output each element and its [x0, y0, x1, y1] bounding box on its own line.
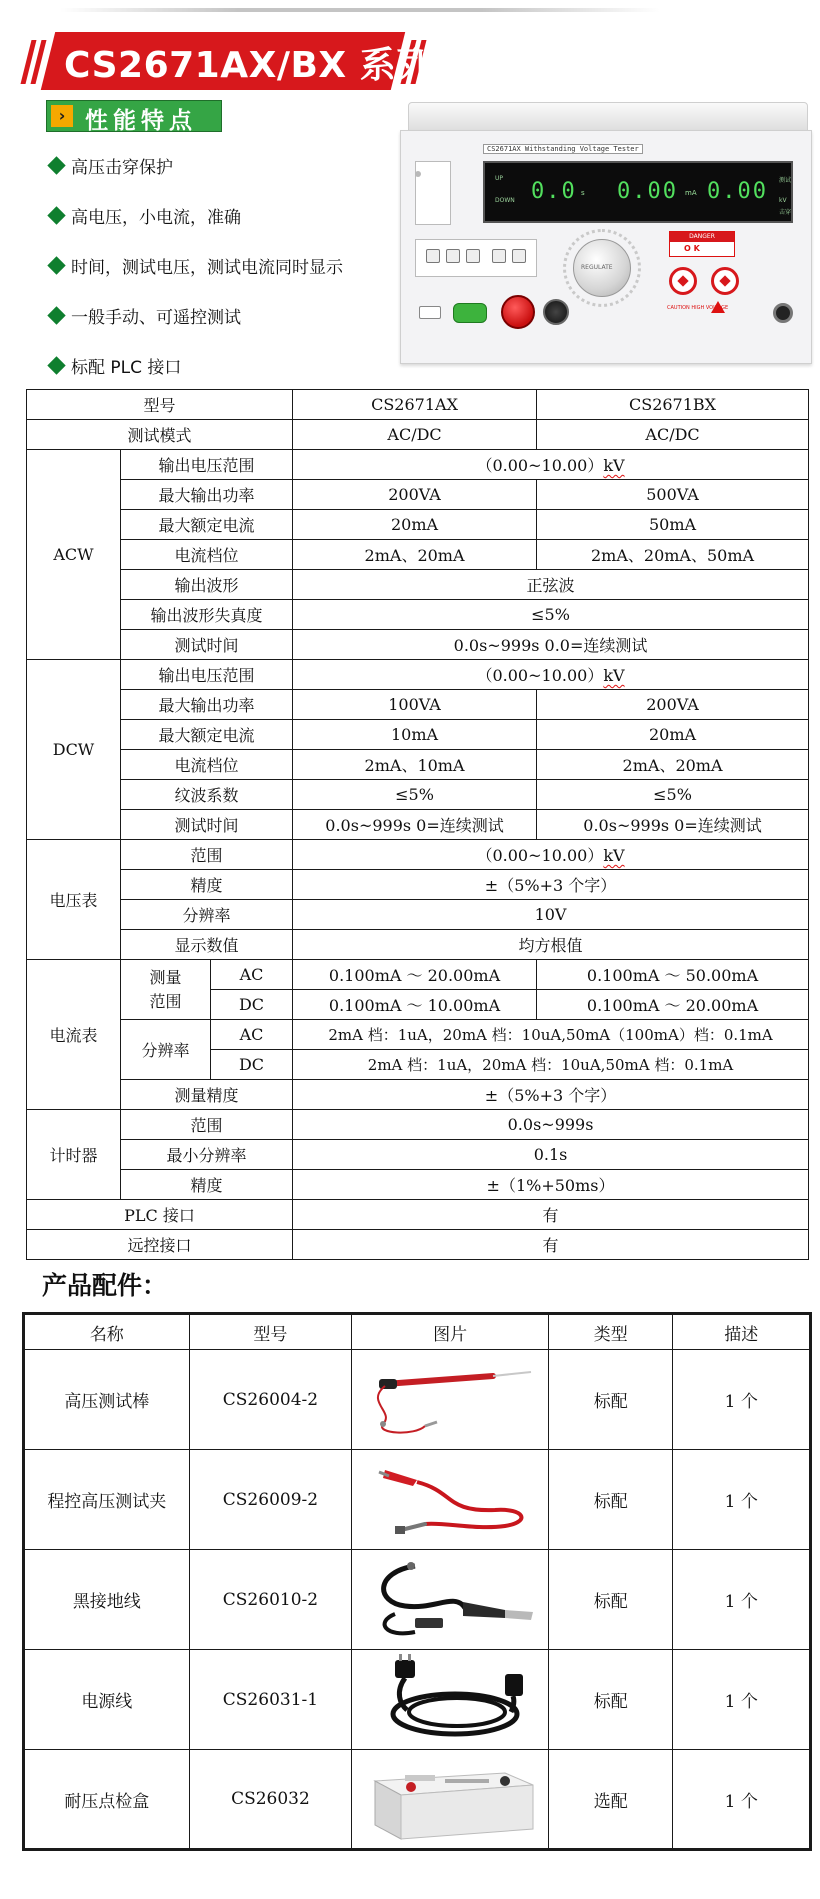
spec-row: [27, 930, 809, 960]
spec-row: [27, 1140, 809, 1170]
spec-value-unit: kV: [603, 846, 625, 865]
spec-value: 100VA: [293, 690, 537, 720]
spec-value: 0.0s~999s 0=连续测试: [537, 810, 809, 840]
spec-row: [27, 810, 809, 840]
danger-plate: [669, 231, 735, 257]
spec-value: 0.0s~999s 0.0=连续测试: [293, 630, 809, 660]
table-row: [24, 1350, 811, 1450]
spec-row: [27, 570, 809, 600]
spec-label: 输出电压范围: [121, 450, 293, 480]
spec-label: 范围: [121, 1110, 293, 1140]
spec-row: [27, 1110, 809, 1140]
spec-value: [293, 660, 809, 690]
chevron-right-icon: ›: [51, 105, 73, 127]
accessory-qty: 1 个: [673, 1450, 811, 1550]
knob-label: REGULATE: [581, 264, 613, 271]
spec-value-unit: kV: [603, 666, 625, 685]
spec-sublabel: AC: [211, 960, 293, 990]
spec-label: 范围: [121, 840, 293, 870]
column-header: 类型: [548, 1314, 672, 1350]
feature-item: 时间，测试电压，测试电流同时显示: [48, 250, 343, 280]
accessory-type: 标配: [548, 1450, 672, 1550]
spec-row: [27, 690, 809, 720]
spec-value: 10V: [293, 900, 809, 930]
column-header: 描述: [673, 1314, 811, 1350]
test-clip-icon: [355, 1452, 545, 1548]
device-key: [512, 249, 526, 263]
device-top-cover: [408, 102, 808, 132]
spec-group-label: 电流表: [27, 960, 121, 1110]
spec-value: 20mA: [293, 510, 537, 540]
accessory-model: CS26031-1: [189, 1650, 352, 1750]
spec-row: [27, 600, 809, 630]
spec-row: [27, 660, 809, 690]
column-header: 名称: [24, 1314, 190, 1350]
accessory-image: [352, 1750, 549, 1850]
remote-connector-icon: [543, 299, 569, 325]
power-led-icon: [415, 171, 421, 177]
spec-value: 均方根值: [293, 930, 809, 960]
spec-value-range: （0.00~10.00）: [476, 456, 604, 475]
accessory-image: [352, 1550, 549, 1650]
spec-value: 200VA: [537, 690, 809, 720]
column-header: 图片: [352, 1314, 549, 1350]
accessory-qty: 1 个: [673, 1550, 811, 1650]
warning-triangle-icon: [711, 301, 725, 313]
start-button-icon: [453, 303, 487, 323]
spec-value: CS2671BX: [537, 390, 809, 420]
spec-value: ≤5%: [537, 780, 809, 810]
accessory-image: [352, 1350, 549, 1450]
device-power-panel: [415, 161, 451, 225]
spec-value: 0.0s~999s: [293, 1110, 809, 1140]
spec-row: [27, 540, 809, 570]
spec-row: [27, 1200, 809, 1230]
display-time-unit: s: [581, 189, 585, 197]
spec-label: 输出波形: [121, 570, 293, 600]
accessory-type: 标配: [548, 1350, 672, 1450]
check-box-icon: [355, 1751, 545, 1847]
spec-label: 输出波形失真度: [121, 600, 293, 630]
column-header: 型号: [189, 1314, 352, 1350]
feature-item: 一般手动、可遥控测试: [48, 300, 241, 330]
display-current-readout: 0.00: [617, 179, 678, 204]
power-cord-icon: [355, 1652, 545, 1748]
title-banner: [26, 32, 436, 92]
spec-value: 50mA: [537, 510, 809, 540]
spec-label: 型号: [27, 390, 293, 420]
spec-group-label: DCW: [27, 660, 121, 840]
hv-terminal-icon: [669, 267, 697, 295]
spec-value: 0.100mA ～ 20.00mA: [293, 960, 537, 990]
spec-row: [27, 1080, 809, 1110]
spec-value: ±（1%+50ms）: [293, 1170, 809, 1200]
feature-item: 标配 PLC 接口: [48, 350, 181, 380]
accessory-type: 标配: [548, 1650, 672, 1750]
accessory-qty: 1 个: [673, 1650, 811, 1750]
spec-label: 最大额定电流: [121, 720, 293, 750]
accessory-model: CS26010-2: [189, 1550, 352, 1650]
display-current-unit: mA: [685, 189, 697, 197]
accessory-model: CS26009-2: [189, 1450, 352, 1550]
accessories-header-row: [24, 1314, 811, 1350]
spec-value-range: （0.00~10.00）: [476, 666, 604, 685]
diamond-bullet-icon: [47, 306, 65, 324]
spec-row: [27, 390, 809, 420]
spec-row: [27, 780, 809, 810]
spec-sublabel: DC: [211, 990, 293, 1020]
table-row: [24, 1550, 811, 1650]
spec-group-label: 电压表: [27, 840, 121, 960]
spec-label: 最大输出功率: [121, 690, 293, 720]
device-key: [466, 249, 480, 263]
spec-value: 10mA: [293, 720, 537, 750]
display-down-label: DOWN: [495, 197, 515, 204]
spec-row: [27, 720, 809, 750]
accessory-qty: 1 个: [673, 1750, 811, 1850]
spec-group-label: 计时器: [27, 1110, 121, 1200]
display-break-label: 击穿: [779, 209, 792, 216]
accessories-title: 产品配件：: [42, 1271, 168, 1300]
spec-value: [293, 840, 809, 870]
spec-row: [27, 630, 809, 660]
test-probe-icon: [355, 1352, 545, 1448]
spec-value: 2mA、20mA: [537, 750, 809, 780]
spec-label: 纹波系数: [121, 780, 293, 810]
accessory-model: CS26004-2: [189, 1350, 352, 1450]
spec-value: 2mA 档：1uA，20mA 档：10uA,50mA 档：0.1mA: [293, 1050, 809, 1080]
device-display: [483, 161, 793, 223]
spec-row: [27, 750, 809, 780]
table-row: [24, 1650, 811, 1750]
spec-value: 0.0s~999s 0=连续测试: [293, 810, 537, 840]
section-tag: [46, 100, 222, 132]
spec-value: 正弦波: [293, 570, 809, 600]
display-test-label: 测试: [779, 177, 792, 184]
diamond-bullet-icon: [47, 156, 65, 174]
spec-table: [26, 389, 809, 1260]
display-voltage-readout: 0.00: [707, 179, 768, 204]
spec-label: 测试时间: [121, 810, 293, 840]
top-divider: [60, 8, 660, 12]
accessory-name: 耐压点检盒: [24, 1750, 190, 1850]
spec-sublabel: AC: [211, 1020, 293, 1050]
display-up-label: UP: [495, 175, 504, 182]
spec-group-label: ACW: [27, 450, 121, 660]
spec-value: 500VA: [537, 480, 809, 510]
spec-label: 输出电压范围: [121, 660, 293, 690]
spec-value: ±（5%+3 个字）: [293, 1080, 809, 1110]
feature-item: 高压击穿保护: [48, 150, 173, 180]
caution-label: CAUTION HIGH VOLTAGE: [667, 305, 729, 311]
spec-value: 2mA、20mA: [293, 540, 537, 570]
device-illustration: [400, 102, 812, 364]
accessory-qty: 1 个: [673, 1350, 811, 1450]
ground-jack-icon: [773, 303, 793, 323]
diamond-bullet-icon: [47, 206, 65, 224]
spec-label: 最大输出功率: [121, 480, 293, 510]
spec-label: 远控接口: [27, 1230, 293, 1260]
device-key: [446, 249, 460, 263]
spec-label: 测试时间: [121, 630, 293, 660]
accessory-image: [352, 1450, 549, 1550]
spec-value: ≤5%: [293, 780, 537, 810]
spec-row: [27, 480, 809, 510]
spec-label: 最小分辨率: [121, 1140, 293, 1170]
spec-label: 测量 范围: [121, 960, 211, 1020]
danger-title: DANGER: [670, 232, 734, 242]
spec-value: CS2671AX: [293, 390, 537, 420]
spec-row: [27, 420, 809, 450]
spec-value: 有: [293, 1230, 809, 1260]
accessory-type: 标配: [548, 1550, 672, 1650]
diamond-bullet-icon: [47, 356, 65, 374]
spec-label: 电流档位: [121, 540, 293, 570]
spec-row: [27, 1170, 809, 1200]
diamond-bullet-icon: [47, 256, 65, 274]
accessory-image: [352, 1650, 549, 1750]
accessory-name: 黑接地线: [24, 1550, 190, 1650]
spec-label: 电流档位: [121, 750, 293, 780]
hv-terminal-icon: [711, 267, 739, 295]
spec-sublabel: DC: [211, 1050, 293, 1080]
spec-label: 测量精度: [121, 1080, 293, 1110]
spec-value: 0.1s: [293, 1140, 809, 1170]
banner-stripes-left: [26, 40, 41, 84]
spec-row: [27, 900, 809, 930]
accessory-name: 电源线: [24, 1650, 190, 1750]
spec-label: 最大额定电流: [121, 510, 293, 540]
spec-label: PLC 接口: [27, 1200, 293, 1230]
spec-row: [27, 510, 809, 540]
device-key: [492, 249, 506, 263]
spec-value-unit: kV: [603, 456, 625, 475]
page-title: CS2671AX/BX 系列: [64, 45, 433, 86]
spec-row: [27, 960, 809, 990]
danger-ok: O K: [684, 244, 700, 253]
spec-value: 2mA 档：1uA，20mA 档：10uA,50mA（100mA）档：0.1mA: [293, 1020, 809, 1050]
spec-value: AC/DC: [293, 420, 537, 450]
accessory-name: 程控高压测试夹: [24, 1450, 190, 1550]
spec-value: 0.100mA ～ 10.00mA: [293, 990, 537, 1020]
spec-row: [27, 1020, 809, 1050]
spec-row: [27, 840, 809, 870]
spec-label: 精度: [121, 1170, 293, 1200]
spec-value: 20mA: [537, 720, 809, 750]
spec-row: [27, 870, 809, 900]
spec-value: 200VA: [293, 480, 537, 510]
stop-button-icon: [501, 295, 535, 329]
spec-label: 显示数值: [121, 930, 293, 960]
device-front-panel: [400, 130, 812, 364]
spec-row: [27, 450, 809, 480]
spec-value: 0.100mA ～ 50.00mA: [537, 960, 809, 990]
spec-label: 精度: [121, 870, 293, 900]
device-small-button: [419, 306, 441, 319]
table-row: [24, 1750, 811, 1850]
spec-label: 分辨率: [121, 1020, 211, 1080]
spec-label: 分辨率: [121, 900, 293, 930]
table-row: [24, 1450, 811, 1550]
accessory-name: 高压测试棒: [24, 1350, 190, 1450]
spec-label: 测试模式: [27, 420, 293, 450]
accessories-table: [22, 1312, 812, 1851]
device-key: [426, 249, 440, 263]
accessory-model: CS26032: [189, 1750, 352, 1850]
spec-value: 有: [293, 1200, 809, 1230]
feature-item: 高电压，小电流，准确: [48, 200, 241, 230]
spec-value: AC/DC: [537, 420, 809, 450]
spec-value: [293, 450, 809, 480]
spec-row: [27, 1230, 809, 1260]
device-model-label: CS2671AX Withstanding Voltage Tester: [483, 144, 643, 154]
spec-value: 0.100mA ～ 20.00mA: [537, 990, 809, 1020]
accessory-type: 选配: [548, 1750, 672, 1850]
spec-value: ±（5%+3 个字）: [293, 870, 809, 900]
spec-value: 2mA、20mA、50mA: [537, 540, 809, 570]
ground-clip-icon: [355, 1552, 545, 1648]
device-keypad: [415, 239, 537, 277]
display-voltage-unit: kV: [779, 197, 787, 204]
section-tag-label: 性能特点: [85, 108, 197, 134]
display-time-readout: 0.0: [531, 179, 577, 204]
spec-value: 2mA、10mA: [293, 750, 537, 780]
spec-value: ≤5%: [293, 600, 809, 630]
spec-value-range: （0.00~10.00）: [476, 846, 604, 865]
